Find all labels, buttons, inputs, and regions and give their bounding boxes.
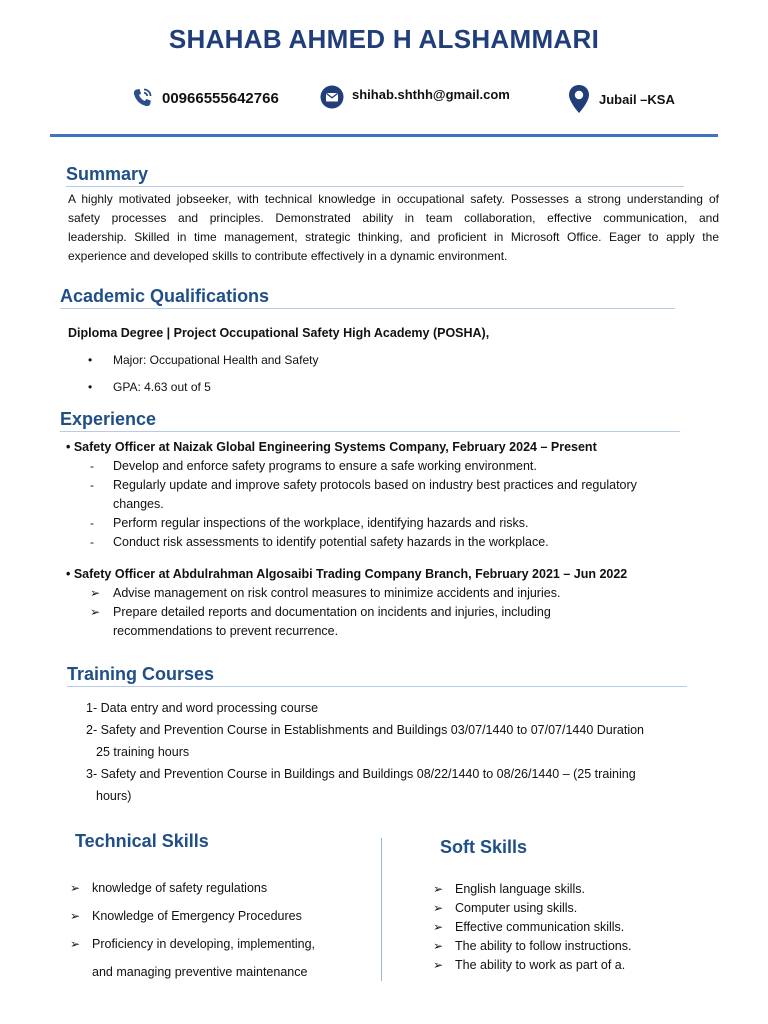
job-title: • Safety Officer at Naizak Global Engineering Systems Company, February 2024 – Present — [66, 440, 597, 454]
skill-item: ➢ knowledge of safety regulations — [70, 881, 268, 895]
academic-underline — [60, 308, 675, 309]
skill-item: ➢ English language skills. — [433, 882, 585, 896]
academic-heading: Academic Qualifications — [60, 286, 270, 306]
skill-item: ➢ Proficiency in developing, implementing, — [70, 937, 316, 951]
duty-item: ➢ Prepare detailed reports and documentation on incidents and injuries, including — [90, 605, 551, 619]
training-heading: Training Courses — [67, 664, 215, 684]
duty-item: - Perform regular inspections of the workplace, identifying hazards and risks. — [90, 516, 529, 530]
training-underline — [67, 686, 687, 687]
bullet-dot: • — [88, 380, 93, 394]
skill-item-continued: and managing preventive maintenance — [92, 965, 308, 979]
training-item-continued: hours) — [96, 789, 132, 803]
academic-bullet: • GPA: 4.63 out of 5 — [88, 378, 211, 397]
skill-item: ➢ Knowledge of Emergency Procedures — [70, 909, 302, 923]
contact-email — [320, 85, 510, 109]
email-address: shihab.shthh@gmail.com — [352, 86, 510, 102]
summary-line: experience and developed skills to contribute effectively in a dynamic environment. — [68, 249, 508, 263]
duty-item: - Regularly update and improve safety protocols based on industry best practices and regulatory — [90, 478, 637, 492]
duty-item-continued: recommendations to prevent recurrence. — [113, 624, 339, 638]
bullet-dot: • — [88, 353, 93, 367]
soft-skills-list — [433, 880, 631, 975]
duty-item-continued: changes. — [113, 497, 164, 511]
summary-line: leadership. Skilled in time management, strategic thinking, and proficient in Microsoft Office. Eager to apply the — [68, 230, 719, 244]
duty-item: ➢ Advise management on risk control measures to minimize accidents and injuries. — [90, 586, 561, 600]
academic-bullet: • Major: Occupational Health and Safety — [88, 351, 318, 370]
location-text: Jubail –KSA — [599, 91, 675, 107]
summary-line: safety processes and principles. Demonstrated ability in team collaboration, effective communication, and — [68, 211, 719, 225]
header-divider — [50, 134, 718, 137]
training-item-continued: 25 training hours — [96, 745, 190, 759]
skill-item: ➢ The ability to work as part of a. — [433, 958, 626, 972]
candidate-name: SHAHAB AHMED H ALSHAMMARI — [168, 24, 600, 54]
skill-item: ➢ The ability to follow instructions. — [433, 939, 632, 953]
duty-item: - Conduct risk assessments to identify potential safety hazards in the workplace. — [90, 535, 549, 549]
phone-number: 00966555642766 — [162, 89, 279, 107]
job-duties — [90, 584, 710, 641]
location-icon — [567, 84, 591, 114]
training-list — [86, 697, 644, 807]
summary-heading: Summary — [66, 164, 149, 184]
experience-heading: Experience — [60, 409, 157, 429]
summary-underline — [66, 186, 684, 187]
summary-line: A highly motivated jobseeker, with technical knowledge in occupational safety. Possesses a strong understanding of — [68, 192, 719, 206]
training-item: 2- Safety and Prevention Course in Establishments and Buildings 03/07/1440 to 07/07/1440 Duration — [86, 723, 645, 737]
experience-underline — [60, 431, 680, 432]
duty-item: - Develop and enforce safety programs to ensure a safe working environment. — [90, 459, 537, 473]
summary-text — [68, 190, 719, 266]
technical-skills-heading: Technical Skills — [75, 831, 209, 851]
phone-icon — [130, 86, 154, 110]
job-duties — [90, 457, 710, 552]
contact-location — [567, 84, 675, 114]
training-item: 3- Safety and Prevention Course in Buildings and Buildings 08/22/1440 to 08/26/1440 – (25 training — [86, 767, 636, 781]
training-item: 1- Data entry and word processing course — [86, 701, 319, 715]
contact-phone — [130, 86, 279, 110]
email-icon — [320, 85, 344, 109]
skills-column-divider — [381, 838, 382, 981]
degree-title: Diploma Degree | Project Occupational Safety High Academy (POSHA), — [68, 326, 490, 340]
skill-item: ➢ Computer using skills. — [433, 901, 578, 915]
skill-item: ➢ Effective communication skills. — [433, 920, 625, 934]
job-title: • Safety Officer at Abdulrahman Algosaibi Trading Company Branch, February 2021 – Jun 2022 — [66, 567, 628, 581]
technical-skills-list — [70, 874, 315, 986]
soft-skills-heading: Soft Skills — [440, 837, 528, 857]
